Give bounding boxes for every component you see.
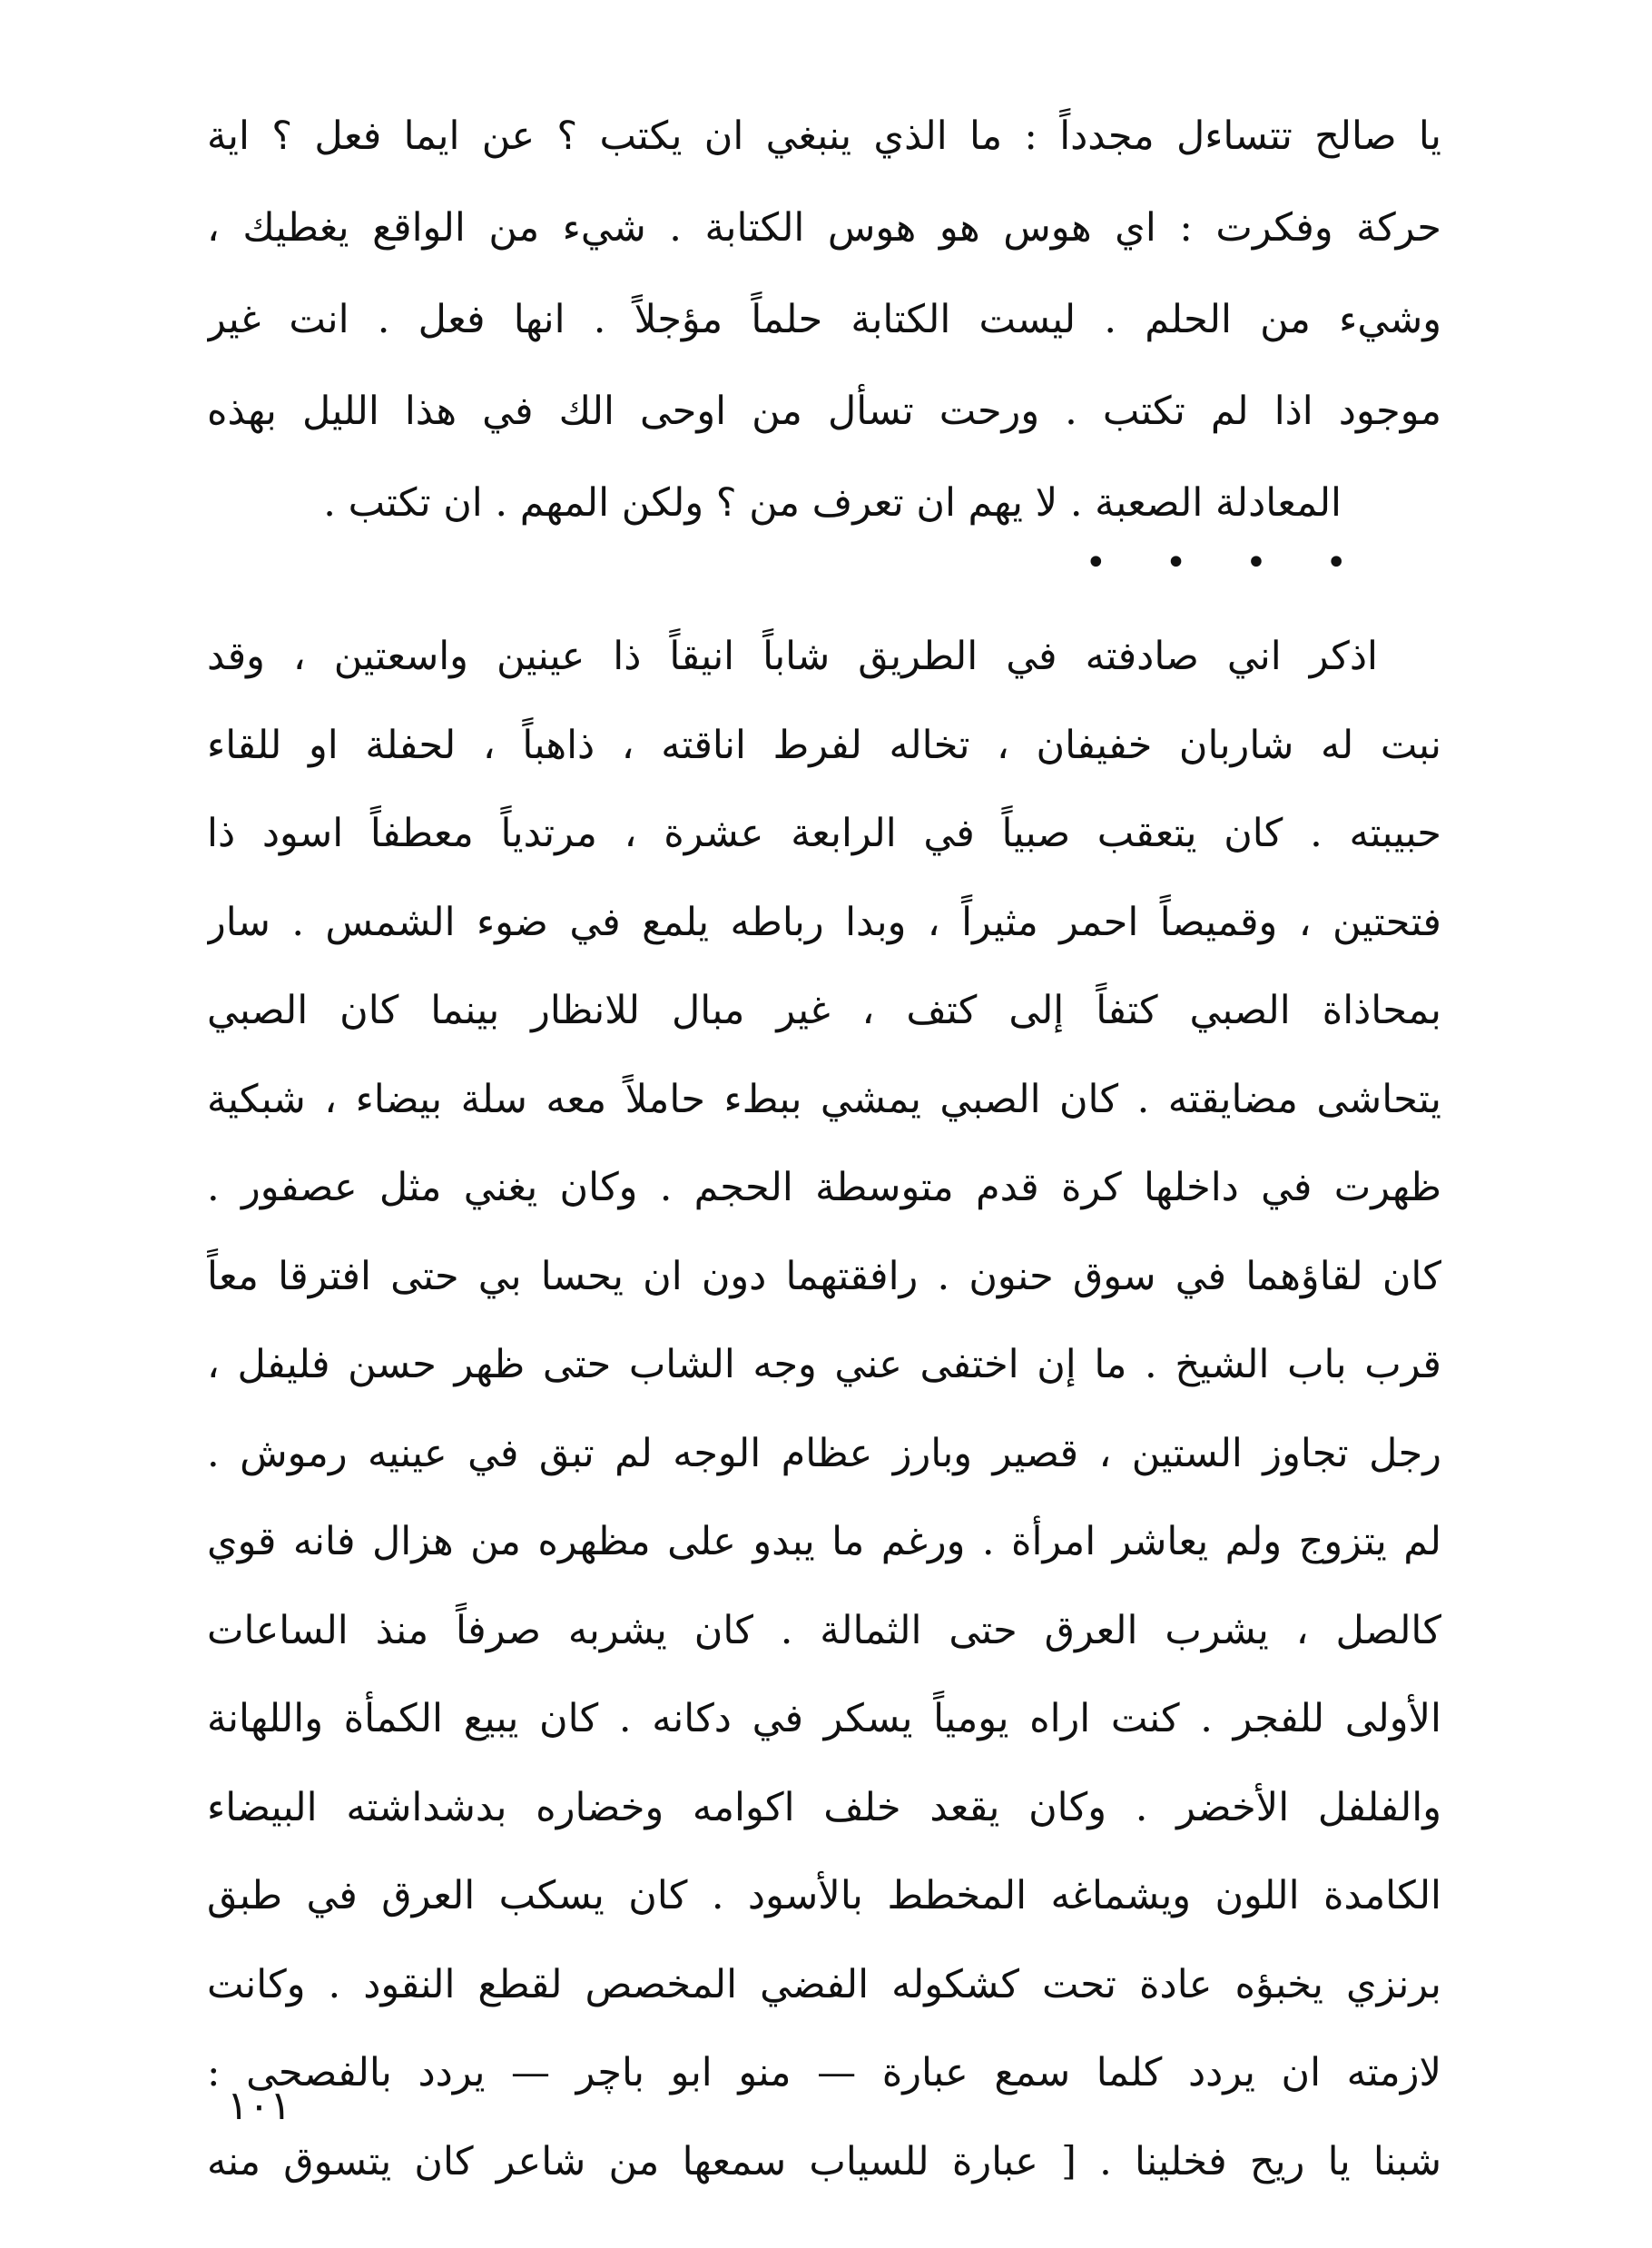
paragraph-line: المعادلة الصعبة . لا يهم ان تعرف من ؟ ولكن المهم . ان تكتب .	[323, 480, 1342, 526]
paragraph-line: ظهرت في داخلها كرة قدم متوسطة الحجم . وكان يغني مثل عصفور .	[207, 1165, 1441, 1210]
paragraph-line: والفلفل الأخضر . وكان يقعد خلف اكوامه وخضاره بدشداشته البيضاء	[207, 1784, 1441, 1830]
paragraph-line: نبت له شاربان خفيفان ، تخاله لفرط اناقته ، ذاهباً ، لحفلة او للقاء	[207, 722, 1441, 768]
paragraph-line: برنزي يخبؤه عادة تحت كشكوله الفضي المخصص لقطع النقود . وكانت	[207, 1961, 1441, 2007]
paragraph-line: اذكر اني صادفته في الطريق شاباً انيقاً ذا عينين واسعتين ، وقد	[207, 634, 1378, 679]
page-number: ١٠١	[227, 2083, 291, 2129]
paragraph-line: يتحاشى مضايقته . كان الصبي يمشي ببطء حاملاً معه سلة بيضاء ، شبكية	[207, 1076, 1441, 1122]
paragraph-line: رجل تجاوز الستين ، قصير وبارز عظام الوجه لم تبق في عينيه رموش .	[207, 1430, 1441, 1476]
paragraph-2	[207, 613, 1441, 2206]
paragraph-line: كان لقاؤهما في سوق حنون . رافقتهما دون ان يحسا بي حتى افترقا معاً	[207, 1253, 1441, 1299]
section-separator: • • • •	[1085, 542, 1371, 584]
paragraph-line: وشيء من الحلم . ليست الكتابة حلماً مؤجلاً . انها فعل . انت غير	[207, 297, 1441, 342]
paragraph-line: حبيبته . كان يتعقب صبياً في الرابعة عشرة ، مرتدياً معطفاً اسود ذا	[207, 811, 1441, 856]
paragraph-line: شبنا يا ريح فخلينا . [ عبارة للسياب سمعها من شاعر كان يتسوق منه	[207, 2138, 1441, 2184]
paragraph-line: الأولى للفجر . كنت اراه يومياً يسكر في دكانه . كان يبيع الكمأة واللهانة	[207, 1696, 1441, 1741]
paragraph-line: قرب باب الشيخ . ما إن اختفى عني وجه الشاب حتى ظهر حسن فليفل ،	[207, 1342, 1441, 1387]
paragraph-1	[207, 91, 1441, 549]
paragraph-line: يا صالح تتساءل مجدداً : ما الذي ينبغي ان يكتب ؟ عن ايما فعل ؟ اية	[207, 113, 1441, 159]
paragraph-line: لم يتزوج ولم يعاشر امرأة . ورغم ما يبدو على مظهره من هزال فانه قوي	[207, 1519, 1441, 1564]
paragraph-line: الكامدة اللون ويشماغه المخطط بالأسود . كان يسكب العرق في طبق	[207, 1873, 1441, 1918]
paragraph-line: موجود اذا لم تكتب . ورحت تسأل من اوحى الك في هذا الليل بهذه	[207, 389, 1441, 434]
paragraph-line: بمحاذاة الصبي كتفاً إلى كتف ، غير مبال للانظار بينما كان الصبي	[207, 988, 1441, 1033]
paragraph-line: لازمته ان يردد كلما سمع عبارة — منو ابو باچر — يردد بالفصحى :	[207, 2050, 1441, 2095]
paragraph-line: فتحتين ، وقميصاً احمر مثيراً ، وبدا رباطه يلمع في ضوء الشمس . سار	[207, 899, 1441, 945]
paragraph-line: حركة وفكرت : اي هوس هو هوس الكتابة . شيء من الواقع يغطيك ،	[207, 205, 1441, 251]
paragraph-line: كالصل ، يشرب العرق حتى الثمالة . كان يشربه صرفاً منذ الساعات	[207, 1607, 1441, 1653]
